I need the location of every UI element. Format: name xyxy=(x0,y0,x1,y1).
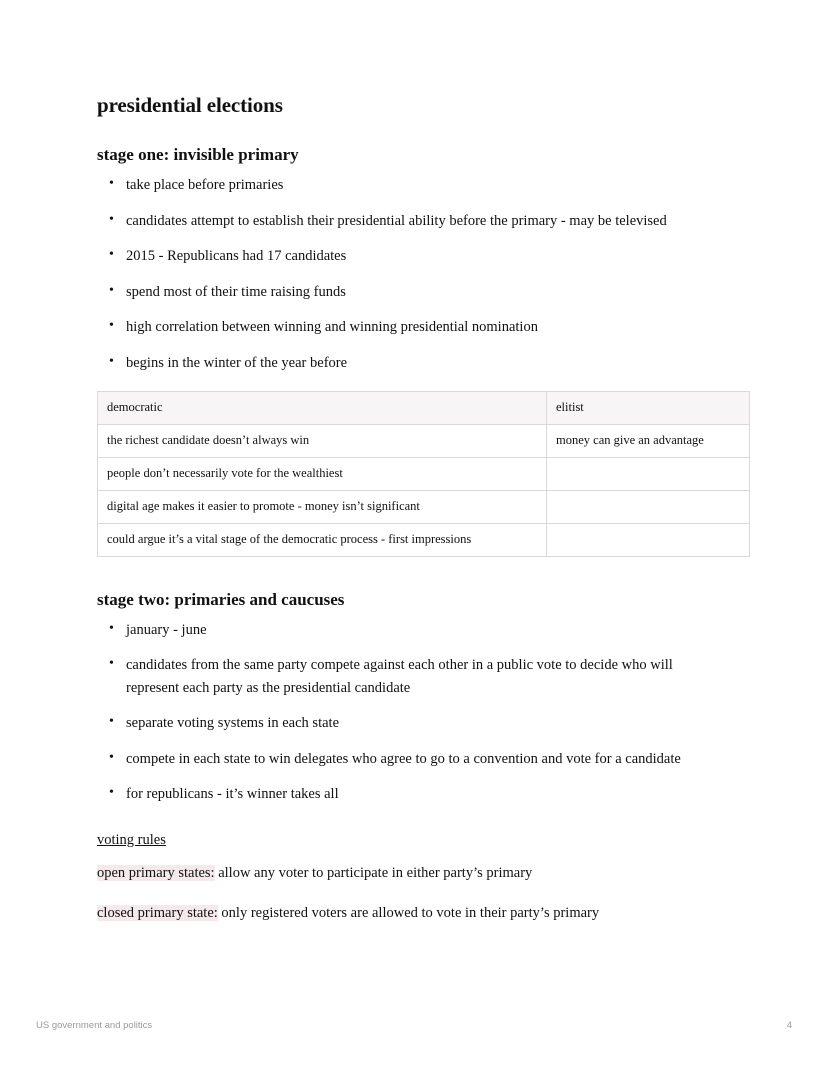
bullet-list-stage-two xyxy=(97,619,711,806)
page-footer xyxy=(36,1020,792,1031)
table-cell: people don’t necessarily vote for the wealthiest xyxy=(98,457,547,490)
subheading-voting-rules-wrap xyxy=(97,818,711,862)
rule-term: open primary states: xyxy=(97,865,215,882)
table-cell xyxy=(547,523,750,556)
table-cell: money can give an advantage xyxy=(547,425,750,458)
list-item: • separate voting systems in each state xyxy=(97,712,711,734)
table-row xyxy=(98,523,750,556)
table-header-cell: elitist xyxy=(547,392,750,425)
footer-left-text: US government and politics xyxy=(36,1020,153,1031)
document-body xyxy=(97,92,711,941)
list-item: • high correlation between winning and winning presidential nomination xyxy=(97,316,711,338)
comparison-table xyxy=(97,391,750,556)
table-cell xyxy=(547,490,750,523)
rule-text: only registered voters are allowed to vote in their party’s primary xyxy=(217,904,600,921)
section-heading-stage-two: stage two: primaries and caucuses xyxy=(97,589,345,609)
table-cell: the richest candidate doesn’t always win xyxy=(98,425,547,458)
section-heading-stage-one: stage one: invisible primary xyxy=(97,145,299,165)
list-item: • 2015 - Republicans had 17 candidates xyxy=(97,245,711,267)
table-cell: digital age makes it easier to promote - money isn’t significant xyxy=(98,490,547,523)
list-item: • candidates from the same party compete against each other in a public vote to decide who will represent each party as the presidential candidate xyxy=(97,654,711,699)
rule-term: closed primary state: xyxy=(97,904,218,921)
table-cell xyxy=(547,457,750,490)
table-header-cell: democratic xyxy=(98,392,547,425)
list-item: • take place before primaries xyxy=(97,174,711,196)
table-cell: could argue it’s a vital stage of the democratic process - first impressions xyxy=(98,523,547,556)
table-row xyxy=(98,457,750,490)
list-item: • for republicans - it’s winner takes all xyxy=(97,783,711,805)
list-item: • spend most of their time raising funds xyxy=(97,281,711,303)
rule-text: allow any voter to participate in either party’s primary xyxy=(214,865,533,882)
table-row xyxy=(98,392,750,425)
list-item: • candidates attempt to establish their presidential ability before the primary - may be televised xyxy=(97,210,711,232)
page-title: presidential elections xyxy=(97,93,283,117)
rule-closed-primary xyxy=(97,902,711,924)
rule-open-primary xyxy=(97,862,711,884)
list-item: • january - june xyxy=(97,619,711,641)
table-row xyxy=(98,425,750,458)
subheading-voting-rules: voting rules xyxy=(97,832,166,849)
list-item: • compete in each state to win delegates who agree to go to a convention and vote for a candidate xyxy=(97,748,711,770)
bullet-list-stage-one xyxy=(97,174,711,374)
footer-page-number: 4 xyxy=(786,1020,792,1031)
list-item: • begins in the winter of the year before xyxy=(97,352,711,374)
table-row xyxy=(98,490,750,523)
